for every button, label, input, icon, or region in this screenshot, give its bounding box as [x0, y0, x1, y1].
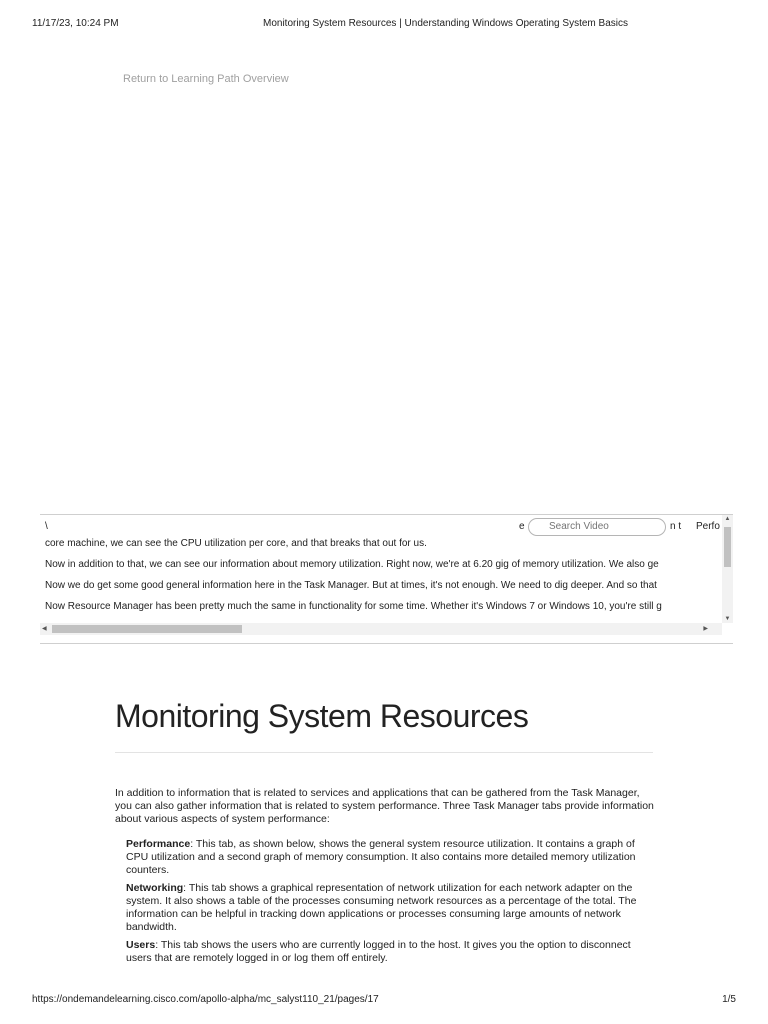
scroll-left-arrow-icon[interactable]: ◀ [42, 626, 47, 632]
scroll-up-arrow-icon[interactable]: ▲ [724, 516, 731, 522]
transcript-line[interactable]: Now we do get some good general information here in the Task Manager. But at times, it's not enough. We need to dig deeper. And so that [45, 580, 657, 591]
list-item-text: : This tab shows the users who are currently logged in to the host. It gives you the option to disconnect users that are remotely logged in or log them off entirely. [126, 939, 631, 964]
transcript-fragment: e [519, 521, 525, 532]
transcript-line[interactable]: Now in addition to that, we can see our information about memory utilization. Right now, we're at 6.20 gig of memory utilization. We also ge [45, 559, 659, 570]
vertical-scroll-thumb[interactable] [724, 527, 731, 567]
transcript-horizontal-scrollbar[interactable] [40, 623, 722, 635]
print-page-number: 1/5 [722, 994, 736, 1005]
article-title: Monitoring System Resources [115, 698, 529, 734]
transcript-vertical-scrollbar[interactable] [722, 515, 733, 623]
horizontal-scroll-thumb[interactable] [52, 625, 242, 633]
scroll-right-arrow-icon[interactable]: ▶ [703, 626, 708, 632]
scroll-down-arrow-icon[interactable]: ▼ [724, 616, 731, 622]
transcript-line[interactable]: Now Resource Manager has been pretty much the same in functionality for some time. Whether it's Windows 7 or Windows 10, you're still g [45, 601, 662, 612]
list-item-text: : This tab, as shown below, shows the general system resource utilization. It contains a graph of CPU utilization and a second graph of memory consumption. It also contains more detailed memory utilization counters. [126, 838, 636, 876]
transcript-fragment: n t [670, 521, 682, 532]
list-item-term: Performance [126, 838, 191, 850]
article-intro: In addition to information that is related to services and applications that can be gathered from the Task Manager, you can also gather information that is related to system performance. Three Task Manager tabs provide information about various aspects of system performance: [115, 787, 654, 825]
transcript-line[interactable]: core machine, we can see the CPU utilization per core, and that breaks that out for us. [45, 538, 427, 549]
return-to-overview-link[interactable]: Return to Learning Path Overview [123, 73, 289, 85]
list-item [126, 838, 654, 877]
video-transcript-panel [40, 514, 733, 644]
list-item [126, 939, 654, 965]
list-item-text: : This tab shows a graphical representation of network utilization for each network adapter on the system. It also shows a table of the processes consuming network resources as a percentage of the total. The information can be helpful in tracking down applications or processes consuming large amounts of network bandwidth. [126, 882, 637, 933]
print-page-title: Monitoring System Resources | Understanding Windows Operating System Basics [263, 18, 628, 29]
list-item-term: Users [126, 939, 156, 951]
list-item-term: Networking [126, 882, 184, 894]
search-video-input[interactable] [528, 518, 666, 536]
print-datetime: 11/17/23, 10:24 PM [32, 18, 119, 29]
task-manager-tabs-list [126, 838, 654, 970]
transcript-first-line: \ [45, 521, 48, 532]
transcript-fragment: Perfo [696, 521, 720, 532]
title-divider [115, 752, 653, 753]
print-url: https://ondemandelearning.cisco.com/apollo-alpha/mc_salyst110_21/pages/17 [32, 994, 379, 1005]
list-item [126, 882, 654, 934]
